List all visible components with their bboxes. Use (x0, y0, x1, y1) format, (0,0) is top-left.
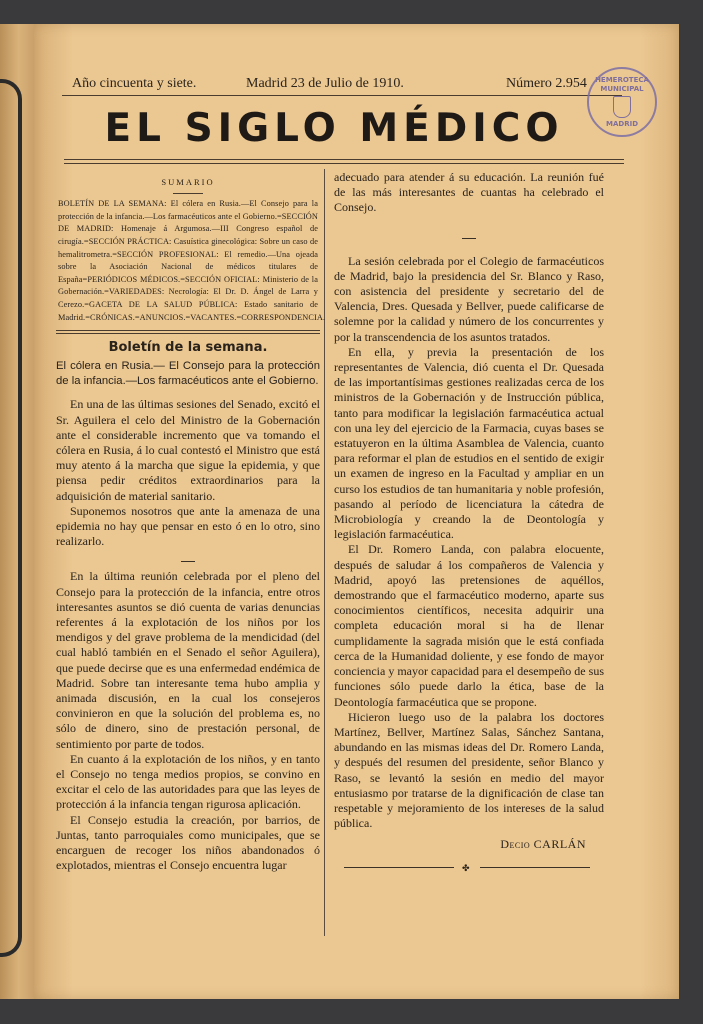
column-divider (324, 169, 325, 936)
right-column (334, 170, 604, 871)
masthead-rule (64, 163, 624, 164)
masthead-rule (64, 159, 624, 160)
article-paragraph: Suponemos nosotros que ante la amenaza de una epidemia no hay que pensar en esto ó en lo otro, sino realizarlo. (56, 503, 320, 549)
section-rule (56, 330, 320, 331)
newspaper-page (34, 24, 679, 999)
stamp-text-top: HEMEROTECA MUNICIPAL (595, 75, 649, 93)
article-paragraph: La sesión celebrada por el Colegio de farmacéuticos de Madrid, bajo la presidencia del Sr. Blanco y Raso, con asistencia del presidente y secretario del de Valencia, Dres. Quesada y Bellver, puede calificarse de solemne por la calidad y número de los concurrentes y por la transcendencia de los asuntos tratados. (334, 253, 604, 344)
article-paragraph: Hicieron luego uso de la palabra los doctores Martínez, Bellver, Martínez Salas, Sánchez Santana, abundando en las mismas ideas del Dr. Romero Landa, y después del resumen del presidente, señor Blanco y Raso, se levantó la sesión en medio del mayor entusiasmo por tratarse de la dignificación de clase tan respetable y mejoramiento de los intereses de la salud pública. (334, 709, 604, 831)
section-rule (56, 333, 320, 334)
article-continuation: adecuado para atender á su educación. La reunión fué de las más interesantes de cuantas ha celebrado el Consejo. (334, 170, 604, 215)
author-signature: Decio CARLÁN (500, 837, 586, 852)
article-paragraph: En una de las últimas sesiones del Senado, excitó el Sr. Aguilera el celo del Ministro de la Gobernación ante el considerable incremento que va tomando el cólera en Rusia, á lo cual contestó el Ministro que está muy atento á la marcha que sigue la epidemia, y que piensa pedir créditos extraordinarios para la adquisición de material sanitario. (56, 397, 320, 503)
issue-date: Madrid 23 de Julio de 1910. (246, 76, 404, 91)
boletin-subtitle: El cólera en Rusia.— El Consejo para la protección de la infancia.—Los farmacéuticos ante el Gobierno. (56, 360, 320, 388)
issue-year: Año cincuenta y siete. (72, 76, 197, 91)
header-rule (62, 95, 622, 96)
left-column (56, 170, 326, 873)
issue-header (72, 76, 612, 96)
library-stamp (587, 67, 657, 137)
masthead-title: EL SIGLO MÉDICO (104, 106, 564, 151)
adjacent-page-edge (0, 24, 35, 999)
paragraph-separator (56, 553, 320, 563)
boletin-title: Boletín de la semana. (108, 340, 268, 356)
sumario-text: BOLETÍN DE LA SEMANA: El cólera en Rusia.—El Consejo para la protección de la infancia.—Los farmacéuticos ante el Gobierno.=SECCIÓN DE MADRID: Homenaje á Argumosa.—III Congreso español de cirugía.=SECCIÓN PRÁCTICA: Casuística ginecológica: Sobre un caso de hemalitrometra.=SECCIÓN PROFESIONAL: El remedio.—Una ojeada sobre la Asociación Nacional de médicos titulares de España=PERIÓDICOS MÉDICOS.=SECCIÓN OFICIAL: Ministerio de la Gobernación.=VARIEDADES: Necrología: El Dr. D. Ángel de Larra y Cerezo.=GACETA DE LA SALUD PÚBLICA: Estado sanitario de Madrid.=CRÓNICAS.=ANUNCIOS.=VACANTES.=CORRESPONDENCIA. (58, 199, 326, 322)
sumario-rule (173, 193, 203, 194)
issue-number: Número 2.954 (506, 76, 587, 91)
article-paragraph: En la última reunión celebrada por el pleno del Consejo para la protección de la infancia, entre otros interesantes asuntos se dió cuenta de varias denuncias referentes á la explotación de los niños por los mendigos y del grave problema de la mendicidad (del cual habló también en el Senado el señor Aguilera), que puede decirse que es una enfermedad endémica de Madrid. Sobre tan interesante tema hubo amplia y animada discusión, en la cual los consejeros convinieron en que la solución del problema es, no sólo de dinero, sino de prestación personal, de sentimiento por parte de todos. (56, 569, 320, 751)
coat-of-arms-icon (613, 96, 631, 118)
article-paragraph: En ella, y previa la presentación de los representantes de Valencia, dió cuenta el Dr. Quesada de las importantísimas gestiones realizadas cerca de los ministros de la Gobernación y de Instrucción pública, tanto para modificar la legislación farmacéutica actual con una ley del ejercicio de la Farmacia, cuyas bases se estatuyeron en la última Asamblea de Valencia, cuanto para reformar el plan de estudios en el sentido de exigir un examen de ingreso en la Facultad y ampliar en un curso los estudios de tan humanitaria y noble profesión, pasando al período de licenciatura la cátedra de Microbiología y creando la de Deontología y legislación farmacéutica. (334, 344, 604, 542)
end-ornament (344, 863, 604, 871)
stamp-text-bottom: MADRID (606, 119, 638, 128)
article-paragraph: El Dr. Romero Landa, con palabra elocuente, después de saludar á los compañeros de Valencia y Madrid, apoyó las pretensiones de aquéllos, demostrando que el farmacéutico moderno, aparte sus conocimientos científicos, necesita adquirir una completa educación moral si ha de llenar cumplidamente la sagrada misión que le está confiada cerca de la Humanidad doliente, y ese fondo de mayor conciencia y mayor capacidad para el desempeño de sus funciones sólo puede darlo la ética, base de la Deontología farmacéutica que se propone. (334, 542, 604, 709)
ornament-icon: ✤ (462, 862, 470, 873)
article-paragraph: En cuanto á la explotación de los niños, y en tanto el Consejo no tenga medios propios, se convino en excitar el celo de las autoridades para que las leyes de protección á la infancia tengan rigurosa aplicación. (56, 751, 320, 812)
sumario-heading: SUMARIO (161, 177, 215, 187)
article-paragraph: El Consejo estudia la creación, por barrios, de Juntas, tanto parroquiales como municipales, que se encarguen de recoger los niños abandonados ó explotados, mientras el Consejo encuentra lugar (56, 812, 320, 873)
binding-clip (0, 79, 22, 957)
paragraph-separator (334, 230, 604, 240)
